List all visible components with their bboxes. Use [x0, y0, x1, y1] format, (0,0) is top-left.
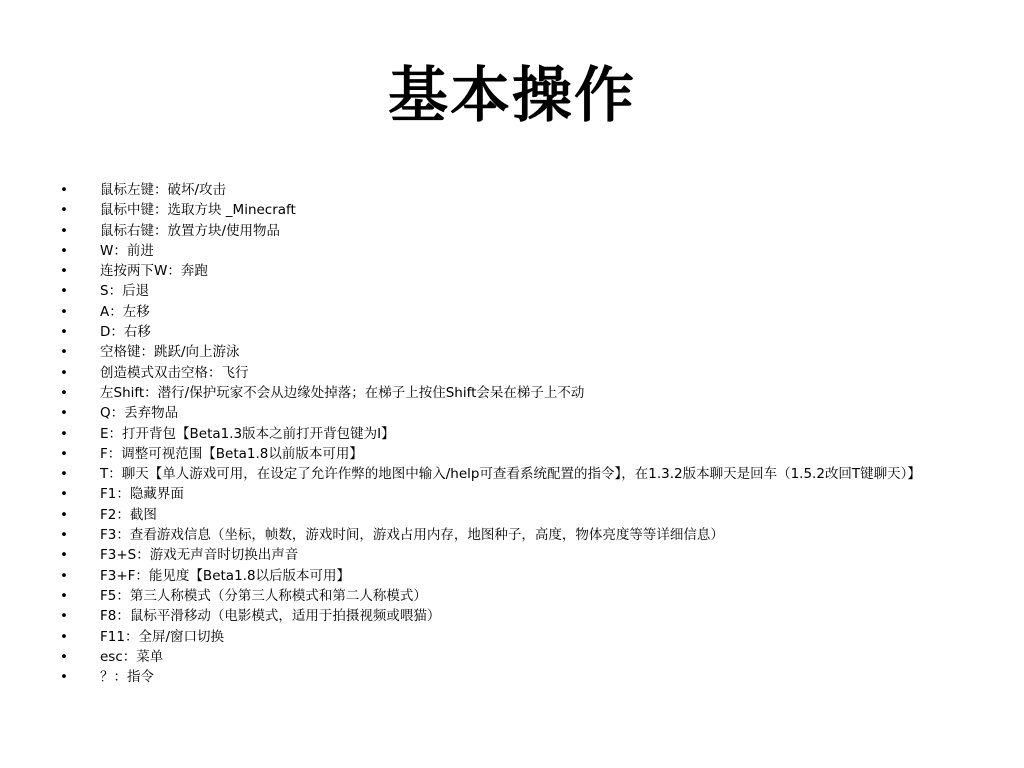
bullet-icon: •	[60, 182, 68, 198]
list-item-text: esc：菜单	[100, 648, 164, 665]
list-item	[60, 464, 960, 484]
bullet-icon: •	[60, 486, 68, 503]
bullet-icon: •	[60, 405, 68, 422]
list-item	[60, 627, 960, 647]
list-item-text: 连按两下W：奔跑	[100, 263, 208, 280]
list-item	[60, 383, 960, 403]
list-item-text: D：右移	[100, 324, 151, 341]
list-item	[60, 647, 960, 667]
list-item-text: Q：丢弃物品	[100, 405, 179, 422]
bullet-icon: •	[60, 364, 68, 381]
list-item-text: T：聊天【单人游戏可用，在设定了允许作弊的地图中输入/help可查看系统配置的指令】，在1.3.2版本聊天是回车（1.5.2改回T键聊天）】	[100, 466, 921, 483]
list-item	[60, 525, 960, 545]
bullet-icon: •	[60, 506, 68, 523]
list-item	[60, 281, 960, 301]
bullet-icon: •	[60, 527, 68, 544]
list-item	[60, 667, 960, 687]
bullet-icon: •	[60, 384, 68, 401]
list-item	[60, 505, 960, 525]
list-item	[60, 403, 960, 423]
list-item-text: F11：全屏/窗口切换	[100, 628, 224, 645]
bullet-icon: •	[60, 628, 68, 645]
bullet-icon: •	[60, 648, 68, 665]
list-item-text: 创造模式双击空格：飞行	[100, 364, 249, 381]
list-item-text: ？：指令	[100, 669, 154, 686]
bullet-icon: •	[60, 547, 68, 564]
bullet-icon: •	[60, 202, 68, 219]
list-item-text: 鼠标右键：放置方块/使用物品	[100, 222, 281, 239]
list-item	[60, 586, 960, 606]
list-item-text: F2：截图	[100, 506, 157, 523]
list-item	[60, 363, 960, 383]
bullet-icon: •	[60, 567, 68, 584]
bullet-icon: •	[60, 425, 68, 442]
list-item-text: 鼠标左键：破坏/攻击	[100, 182, 227, 198]
list-item	[60, 322, 960, 342]
list-item-text: 左Shift：潜行/保护玩家不会从边缘处掉落；在梯子上按住Shift会呆在梯子上不动	[100, 384, 585, 401]
bullet-icon: •	[60, 445, 68, 462]
bullet-icon: •	[60, 242, 68, 259]
list-item-text: F8：鼠标平滑移动（电影模式，适用于拍摄视频或喂猫）	[100, 608, 441, 625]
list-item-text: F5：第三人称模式（分第三人称模式和第二人称模式）	[100, 587, 427, 604]
bullet-icon: •	[60, 324, 68, 341]
slide-title: 基本操作	[388, 61, 636, 131]
list-item-text: F1：隐藏界面	[100, 486, 184, 503]
list-item	[60, 261, 960, 281]
list-item-text: A：左移	[100, 303, 150, 320]
list-item-text: 空格键：跳跃/向上游泳	[100, 344, 240, 361]
list-item	[60, 566, 960, 586]
list-item-text: F3+S：游戏无声音时切换出声音	[100, 547, 299, 564]
list-item	[60, 424, 960, 444]
list-item-text: W：前进	[100, 242, 154, 259]
list-item-text: F：调整可视范围【Beta1.8以前版本可用】	[100, 445, 363, 462]
bullet-icon: •	[60, 669, 68, 686]
list-item	[60, 221, 960, 241]
list-item-text: F3：查看游戏信息（坐标，帧数，游戏时间，游戏占用内存，地图种子，高度，物体亮度等等详细信息）	[100, 527, 724, 544]
bullet-icon: •	[60, 608, 68, 625]
bullet-icon: •	[60, 344, 68, 361]
list-item-text: E：打开背包【Beta1.3版本之前打开背包键为I】	[100, 425, 395, 442]
list-item-text: F3+F：能见度【Beta1.8以后版本可用】	[100, 567, 351, 584]
list-item	[60, 200, 960, 220]
list-item	[60, 241, 960, 261]
list-item-text: 鼠标中键：选取方块 _Minecraft	[100, 202, 296, 219]
bullet-icon: •	[60, 263, 68, 280]
list-item	[60, 484, 960, 504]
bullet-icon: •	[60, 466, 68, 483]
list-item	[60, 302, 960, 322]
list-item	[60, 180, 960, 200]
bullet-icon: •	[60, 303, 68, 320]
list-item	[60, 342, 960, 362]
bullet-icon: •	[60, 587, 68, 604]
list-item	[60, 444, 960, 464]
list-item	[60, 606, 960, 626]
list-item-text: S：后退	[100, 283, 150, 300]
bullet-list	[60, 180, 960, 687]
bullet-icon: •	[60, 222, 68, 239]
bullet-icon: •	[60, 283, 68, 300]
list-item	[60, 545, 960, 565]
